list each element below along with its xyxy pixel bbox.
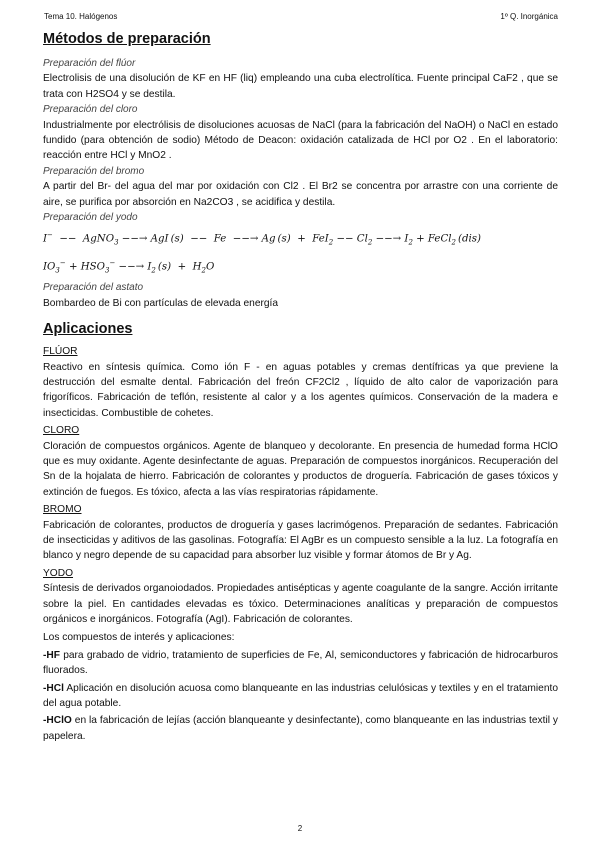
compounds-intro: Los compuestos de interés y aplicaciones:	[43, 632, 235, 644]
yodo-prep-heading: Preparación del yodo	[43, 212, 138, 224]
bromo-prep-text: A partir del Br- del agua del mar por oxidación con Cl2 . El Br2 se concentra por arrastre con una corriente de aire, se purifica por absorción en Na2CO3 , se acidifica y destila.	[43, 181, 558, 208]
page-number: 2	[297, 824, 303, 833]
compound-text: en la fabricación de lejías (acción blanqueante y desinfectante), como blanqueante en las industrias textil y papelera.	[43, 715, 558, 742]
cloro-prep-heading: Preparación del cloro	[43, 104, 138, 116]
yodo-equation-1: I− −− AgNO$_3$ −−→ AgI (s) −− Fe −−→ Ag $(s) + FeI_2 -- Cl_2$ −−→ $I_2$ + FeCl$_2$ (dis)	[43, 231, 481, 247]
compound-text: para grabado de vidrio, tratamiento de superficies de Fe, Al, semiconductores y fabricación de hidrocarburos fluorados.	[43, 649, 558, 677]
fluor-prep-text: Electrolisis de una disolución de KF en HF (liq) empleando una cuba electrolítica. Fuente principal CaF2 , que se trata con H2SO4 y se destila.	[43, 73, 558, 100]
compound-label: -HClO	[43, 715, 72, 727]
compound-hf	[43, 648, 558, 679]
header-topic: Tema 10. Halógenos	[44, 12, 118, 21]
cloro-apl-heading: CLORO	[43, 425, 80, 437]
cloro-prep-text: Industrialmente por electrólisis de disoluciones acuosas de NaCl (para la fabricación del NaOH) o NaCl en estado fundido (para obtención de sodio) Método de Deacon: oxidación catalizada de HCl por O2 . En el laboratorio: reacción entre HCl y MnO2 .	[43, 119, 558, 162]
cloro-apl-text: Cloración de compuestos orgánicos. Agente de blanqueo y decolorante. En presencia de humedad forma HClO que es muy oxidante. Agente desinfectante de aguas. Preparación de compuestos inorgánicos. Recuperación del Sn de la hojalata de hierro. Fabricación de colorantes y productos de droguería. Fabricación de gases tóxicos y extinción de fuegos. Es tóxico, afecta a las vías respiratorias rápidamente.	[43, 440, 558, 498]
compound-text: Aplicación en disolución acuosa como blanqueante en las industrias celulósicas y textiles y en el tratamiento del agua potable.	[43, 682, 558, 710]
compound-label: -HF	[43, 649, 60, 661]
fluor-apl-heading: FLÚOR	[43, 346, 78, 358]
aplicaciones-title: Aplicaciones	[43, 321, 133, 338]
fluor-prep-heading: Preparación del flúor	[43, 58, 136, 69]
bromo-apl-heading: BROMO	[43, 504, 82, 516]
yodo-equation-2: $IO_3^- + HSO_3^-$ −−→ $I_2$ $(s) + H_2O$	[43, 258, 215, 275]
fluor-apl-text: Reactivo en síntesis química. Como ión F - en aguas potables y cremas dentífricas ya que previene la destrucción del esmalte dental. Fabricación del freón CF2Cl2 , líquido de alto calor de vaporización para frigoríficos. Fabricación de teflón, resistente al calor y a los agentes químicos. Conservación de la madera e insecticidas. Combustible de cohetes.	[43, 361, 558, 419]
astato-prep-heading: Preparación del astato	[43, 282, 144, 294]
yodo-apl-text: Síntesis de derivados organoiodados. Propiedades antisépticas y agente coagulante de la sangre. Acción irritante sobre la piel. En cantidades elevadas es tóxico. Determinaciones analíticas y preparación de compuestos orgánicos e inorgánicos. Fotografía (AgI). Fabricación de colorantes.	[43, 583, 558, 626]
metodos-title: Métodos de preparación	[43, 31, 211, 47]
yodo-apl-heading: YODO	[43, 567, 74, 579]
content	[43, 30, 558, 744]
compound-hcl	[43, 681, 558, 712]
header-course: 1º Q. Inorgánica	[500, 12, 558, 21]
compound-hclo	[43, 713, 558, 744]
compound-label: -HCl	[43, 682, 64, 694]
bromo-apl-text: Fabricación de colorantes, productos de droguería y gases lacrimógenos. Preparación de sedantes. Fabricación de insecticidas y aditivos de las gasolinas. Fotografía: El AgBr es un compuesto sensible a la luz. La fotografía en blanco y negro depende de su capacidad para absorber luz visible y formar átomos de Br y Ag.	[43, 519, 558, 562]
bromo-prep-heading: Preparación del bromo	[43, 165, 145, 177]
astato-prep-text: Bombardeo de Bi con partículas de elevada energía	[43, 297, 279, 309]
